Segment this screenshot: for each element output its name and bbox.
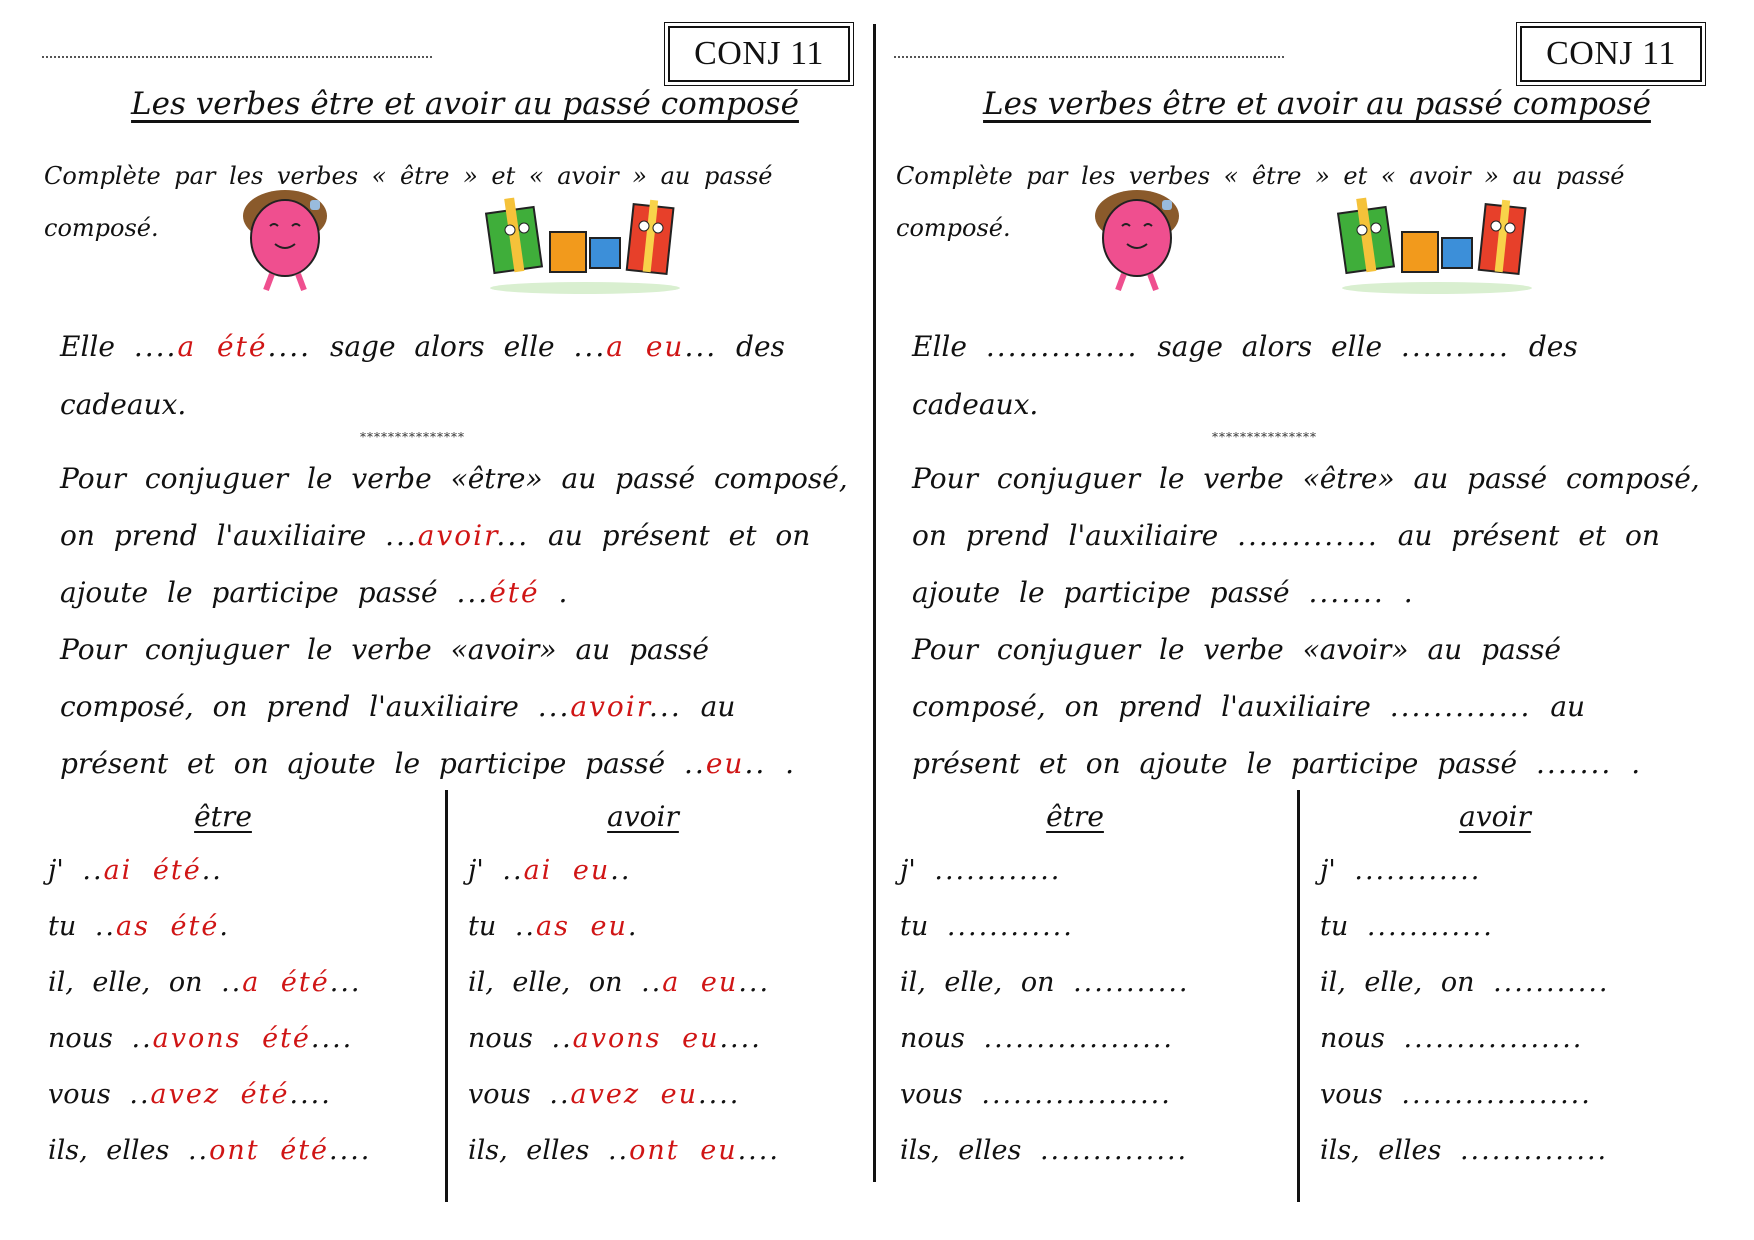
rule-end: . (1403, 576, 1413, 609)
rule-end: . (785, 747, 795, 780)
conjugation-row (48, 1011, 428, 1067)
pronoun: j' (48, 855, 64, 886)
conjugation-row (1320, 1067, 1700, 1123)
answer-blank[interactable]: ..as eu. (514, 911, 639, 942)
answer-text: avons eu (572, 1023, 720, 1054)
answer-text: été (489, 576, 540, 609)
answer-text: a été (242, 967, 330, 998)
conjugation-row (48, 843, 428, 899)
answer-blank[interactable]: ..ai été.. (82, 855, 223, 886)
conjugation-row (468, 1067, 848, 1123)
answer-blank[interactable]: ........... (1493, 967, 1610, 998)
answer-blank[interactable]: ....... (1536, 747, 1613, 780)
rule-end: . (558, 576, 568, 609)
answer-blank[interactable]: ..a été... (221, 967, 362, 998)
conjugation-row (1320, 1011, 1700, 1067)
rule-etre (60, 450, 860, 621)
rule-avoir (60, 621, 860, 792)
answer-blank[interactable]: ..ai eu.. (502, 855, 632, 886)
answer-blank[interactable]: .................. (1401, 1079, 1592, 1110)
rules-block (912, 450, 1712, 792)
pronoun: il, elle, on (900, 967, 1055, 998)
rule-text: au présent et on ajoute le participe passé (912, 690, 1586, 780)
sentence-part: des cadeaux. (912, 330, 1578, 421)
answer-blank[interactable]: ..avez eu.... (549, 1079, 741, 1110)
girl-character-illustration (230, 186, 340, 294)
conjugation-row (468, 1123, 848, 1179)
pronoun: j' (900, 855, 916, 886)
answer-text: avoir (417, 519, 497, 552)
answer-blank[interactable]: ............. (1389, 690, 1532, 723)
pronoun: tu (1320, 911, 1349, 942)
dancing-gifts-illustration (1332, 192, 1542, 296)
column-separator (445, 790, 448, 1202)
answer-blank[interactable]: ..avons été.... (131, 1023, 354, 1054)
answer-blank[interactable]: ............. (1237, 519, 1379, 552)
conjugation-row (1320, 843, 1700, 899)
conjugation-row (468, 1011, 848, 1067)
answer-blank[interactable]: ............ (946, 911, 1074, 942)
conjugation-row (48, 899, 428, 955)
pronoun: tu (900, 911, 929, 942)
instruction-text: Complète par les verbes « être » et « avoir » au passé composé. (44, 162, 773, 242)
pronoun: nous (900, 1023, 965, 1054)
answer-text: as eu (536, 911, 628, 942)
rule-text: Pour conjuguer le verbe «être» au passé composé, on prend l'auxiliaire (912, 462, 1700, 552)
conjugation-row (900, 899, 1280, 955)
answer-blank[interactable]: ...été (456, 576, 540, 609)
answer-blank[interactable]: ...avoir... (385, 519, 530, 552)
conjugation-row (1320, 1123, 1700, 1179)
column-heading: avoir (607, 800, 679, 833)
column-separator (1297, 790, 1300, 1202)
rule-text: au présent et on ajoute le participe passé (912, 519, 1660, 609)
answer-blank[interactable]: ..a eu... (641, 967, 771, 998)
pronoun: j' (1320, 855, 1336, 886)
pronoun: il, elle, on (1320, 967, 1475, 998)
conjugation-row (1320, 955, 1700, 1011)
answer-blank[interactable]: .............. (985, 330, 1139, 363)
answer-text: ai été (103, 855, 202, 886)
conjugation-row (900, 955, 1280, 1011)
conjugation-row (48, 1123, 428, 1179)
answer-blank[interactable]: .......... (1400, 330, 1510, 363)
worksheet-code-badge: CONJ 11 (668, 26, 850, 82)
pronoun: tu (48, 911, 77, 942)
answer-blank[interactable]: ....... (1308, 576, 1385, 609)
sentence-part: Elle (912, 330, 967, 363)
page-divider (873, 24, 876, 1182)
pronoun: nous (468, 1023, 533, 1054)
sentence-part: sage alors elle (1157, 330, 1383, 363)
pronoun: nous (1320, 1023, 1385, 1054)
answer-blank[interactable]: ................. (1403, 1023, 1584, 1054)
answer-blank[interactable]: ...a eu... (573, 330, 718, 363)
answer-text: a eu (662, 967, 739, 998)
conjugation-row (468, 843, 848, 899)
worksheet-title: Les verbes être et avoir au passé composé (131, 86, 799, 122)
column-heading: avoir (1459, 800, 1531, 833)
name-line (42, 42, 432, 58)
pronoun: nous (48, 1023, 113, 1054)
conjugation-row (48, 1067, 428, 1123)
answer-blank[interactable]: ..ont été.... (187, 1135, 372, 1166)
pronoun: vous (48, 1079, 111, 1110)
pronoun: ils, elles (468, 1135, 590, 1166)
answer-blank[interactable]: .............. (1039, 1135, 1189, 1166)
pronoun: vous (468, 1079, 531, 1110)
answer-blank[interactable]: ..avons eu.... (551, 1023, 762, 1054)
conjugation-row (900, 1123, 1280, 1179)
answer-text: ai eu (523, 855, 611, 886)
answer-text: a été (177, 330, 268, 363)
conjugation-row (900, 843, 1280, 899)
rule-avoir (912, 621, 1712, 792)
answer-blank[interactable]: ........... (1073, 967, 1190, 998)
worksheet-blank (892, 0, 1742, 1240)
sentence-part: des cadeaux. (60, 330, 785, 421)
name-line (894, 42, 1284, 58)
answer-text: ont eu (629, 1135, 738, 1166)
rule-etre (912, 450, 1712, 621)
answer-blank[interactable]: .............. (1459, 1135, 1609, 1166)
rule-text: au présent et on ajoute le participe passé (60, 519, 811, 609)
conjugation-table-etre (48, 800, 428, 1179)
rule-end: . (1631, 747, 1641, 780)
instruction-text: Complète par les verbes « être » et « avoir » au passé composé. (896, 162, 1625, 242)
pronoun: vous (1320, 1079, 1383, 1110)
conjugation-row (1320, 899, 1700, 955)
answer-text: a eu (606, 330, 685, 363)
conjugation-table-avoir (468, 800, 848, 1179)
exercise-sentence (912, 318, 1702, 434)
girl-character-illustration (1082, 186, 1192, 294)
worksheet-corrected (40, 0, 890, 1240)
answer-blank[interactable]: .................. (983, 1023, 1174, 1054)
rule-text: au présent et on ajoute le participe passé (60, 690, 736, 780)
conjugation-table-etre (900, 800, 1280, 1179)
sentence-part: sage alors elle (329, 330, 555, 363)
column-heading: être (194, 800, 252, 833)
answer-blank[interactable]: ..ont eu.... (607, 1135, 780, 1166)
exercise-sentence (60, 318, 850, 434)
answer-text: avez été (150, 1079, 290, 1110)
rule-text: Pour conjuguer le verbe «avoir» au passé composé, on prend l'auxiliaire (60, 633, 709, 723)
pronoun: tu (468, 911, 497, 942)
answer-text: eu (705, 747, 745, 780)
dancing-gifts-illustration (480, 192, 690, 296)
column-heading: être (1046, 800, 1104, 833)
pronoun: vous (900, 1079, 963, 1110)
answer-blank[interactable]: ..as été. (94, 911, 230, 942)
answer-blank[interactable]: ............ (934, 855, 1062, 886)
conjugation-row (900, 1011, 1280, 1067)
answer-text: avons été (152, 1023, 311, 1054)
answer-text: avez eu (570, 1079, 699, 1110)
conjugation-row (468, 899, 848, 955)
pronoun: il, elle, on (48, 967, 203, 998)
conjugation-row (48, 955, 428, 1011)
answer-blank[interactable]: ............ (1366, 911, 1494, 942)
sentence-part: Elle (60, 330, 115, 363)
answer-blank[interactable]: ....a été.... (133, 330, 312, 363)
answer-blank[interactable]: .................. (981, 1079, 1172, 1110)
worksheet-code-badge: CONJ 11 (1520, 26, 1702, 82)
pronoun: il, elle, on (468, 967, 623, 998)
pronoun: ils, elles (900, 1135, 1022, 1166)
rules-block (60, 450, 860, 792)
answer-blank[interactable]: ............ (1354, 855, 1482, 886)
conjugation-row (468, 955, 848, 1011)
answer-text: avoir (570, 690, 650, 723)
answer-blank[interactable]: ..avez été.... (129, 1079, 332, 1110)
answer-blank[interactable]: ...avoir... (537, 690, 682, 723)
pronoun: ils, elles (1320, 1135, 1442, 1166)
conjugation-table-avoir (1320, 800, 1700, 1179)
rule-text: Pour conjuguer le verbe «avoir» au passé composé, on prend l'auxiliaire (912, 633, 1561, 723)
answer-text: ont été (209, 1135, 330, 1166)
conjugation-row (900, 1067, 1280, 1123)
pronoun: j' (468, 855, 484, 886)
separator-stars: *************** (360, 430, 465, 444)
rule-text: Pour conjuguer le verbe «être» au passé composé, on prend l'auxiliaire (60, 462, 848, 552)
separator-stars: *************** (1212, 430, 1317, 444)
answer-text: as été (116, 911, 220, 942)
pronoun: ils, elles (48, 1135, 170, 1166)
answer-blank[interactable]: ..eu.. (684, 747, 767, 780)
worksheet-title: Les verbes être et avoir au passé composé (983, 86, 1651, 122)
